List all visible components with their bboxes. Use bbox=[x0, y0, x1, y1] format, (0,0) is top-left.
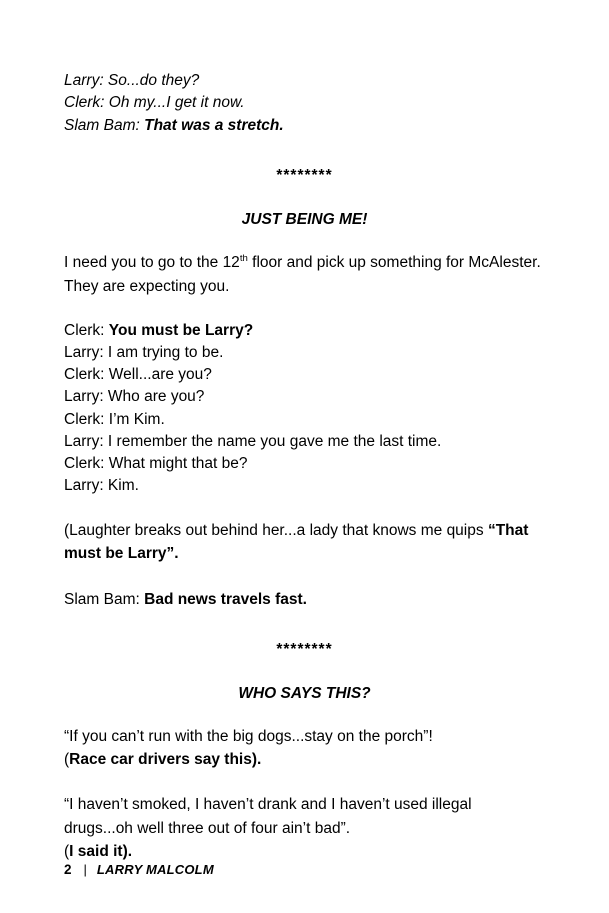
script-line bbox=[64, 453, 545, 475]
slam-bam-text: Bad news travels fast. bbox=[144, 590, 307, 608]
quote-one-text: “If you can’t run with the big dogs...stay on the porch”! bbox=[64, 727, 433, 745]
dialogue-line bbox=[64, 115, 545, 137]
spacer bbox=[64, 611, 545, 641]
intro-paragraph bbox=[64, 251, 545, 298]
laughter-paragraph-quote: “That must be Larry”. bbox=[64, 522, 529, 563]
spacer bbox=[64, 229, 545, 251]
quote-one bbox=[64, 725, 545, 772]
dialogue-line bbox=[64, 92, 545, 114]
section-divider: ******** bbox=[276, 167, 333, 185]
dialogue-text: So...do they? bbox=[103, 72, 200, 89]
dialogue-speaker: Clerk: bbox=[64, 94, 105, 112]
script-line bbox=[64, 364, 545, 386]
script-line bbox=[64, 342, 545, 364]
script-line bbox=[64, 386, 545, 408]
spacer bbox=[64, 703, 545, 725]
quote-one-answer: Race car drivers say this). bbox=[69, 751, 262, 769]
footer-separator: | bbox=[83, 862, 87, 877]
script-line bbox=[64, 475, 545, 497]
script-speaker: Clerk: bbox=[64, 321, 105, 339]
quote-two-answer-open: ( bbox=[64, 842, 70, 860]
footer-author-name: LARRY MALCOLM bbox=[96, 862, 214, 877]
script-text: I’m Kim. bbox=[104, 410, 165, 428]
script-text-bold: You must be Larry? bbox=[108, 321, 254, 339]
dialogue-speaker: Slam Bam: bbox=[64, 116, 140, 134]
quote-two bbox=[64, 793, 545, 863]
script-line bbox=[64, 431, 545, 453]
script-speaker: Larry: bbox=[64, 344, 104, 362]
script-text: Kim. bbox=[103, 477, 139, 494]
script-text: I am trying to be. bbox=[103, 344, 224, 362]
quote-two-line-1: “I haven’t smoked, I haven’t drank and I haven’t used illegal bbox=[64, 796, 472, 814]
section-heading-just-being-me: JUST BEING ME! bbox=[241, 211, 368, 229]
spacer bbox=[64, 566, 545, 588]
footer-page-number: 2 bbox=[64, 862, 72, 877]
dialogue-line bbox=[64, 70, 545, 92]
spacer bbox=[64, 185, 545, 211]
script-line bbox=[64, 409, 545, 431]
spacer bbox=[64, 497, 545, 519]
script-line bbox=[64, 320, 545, 342]
script-speaker: Clerk: bbox=[64, 366, 105, 384]
quote-two-line-2: drugs...oh well three out of four ain’t bad”. bbox=[64, 819, 351, 837]
spacer bbox=[64, 137, 545, 167]
intro-paragraph-prefix: I need you to go to the 12 bbox=[64, 254, 240, 272]
intro-paragraph-suffix: floor and pick up something for McAlester. They are expecting you. bbox=[64, 254, 541, 295]
ordinal-suffix: th bbox=[239, 253, 248, 265]
laughter-paragraph-text: (Laughter breaks out behind her...a lady that knows me quips bbox=[64, 522, 488, 540]
script-speaker: Larry: bbox=[64, 477, 104, 494]
page-footer bbox=[64, 862, 214, 877]
dialogue-text: Oh my...I get it now. bbox=[104, 94, 245, 112]
script-text: What might that be? bbox=[104, 454, 248, 472]
spacer bbox=[64, 659, 545, 685]
script-text: Well...are you? bbox=[104, 366, 212, 384]
dialogue-text-bold: That was a stretch. bbox=[144, 116, 284, 134]
slam-bam-line bbox=[64, 588, 545, 611]
script-speaker: Clerk: bbox=[64, 410, 105, 428]
spacer bbox=[64, 771, 545, 793]
laughter-paragraph bbox=[64, 519, 545, 566]
script-text: Who are you? bbox=[103, 388, 205, 406]
section-heading-who-says-this: WHO SAYS THIS? bbox=[238, 684, 371, 702]
spacer bbox=[64, 298, 545, 320]
script-speaker: Larry: bbox=[64, 432, 104, 450]
quote-two-answer: I said it). bbox=[69, 842, 133, 860]
section-divider: ******** bbox=[276, 640, 333, 658]
script-speaker: Larry: bbox=[64, 388, 104, 406]
script-text: I remember the name you gave me the last time. bbox=[103, 432, 442, 450]
slam-bam-speaker: Slam Bam: bbox=[64, 590, 140, 608]
quote-one-answer-open: ( bbox=[64, 751, 70, 769]
dialogue-speaker: Larry: bbox=[64, 72, 104, 89]
script-speaker: Clerk: bbox=[64, 454, 105, 472]
